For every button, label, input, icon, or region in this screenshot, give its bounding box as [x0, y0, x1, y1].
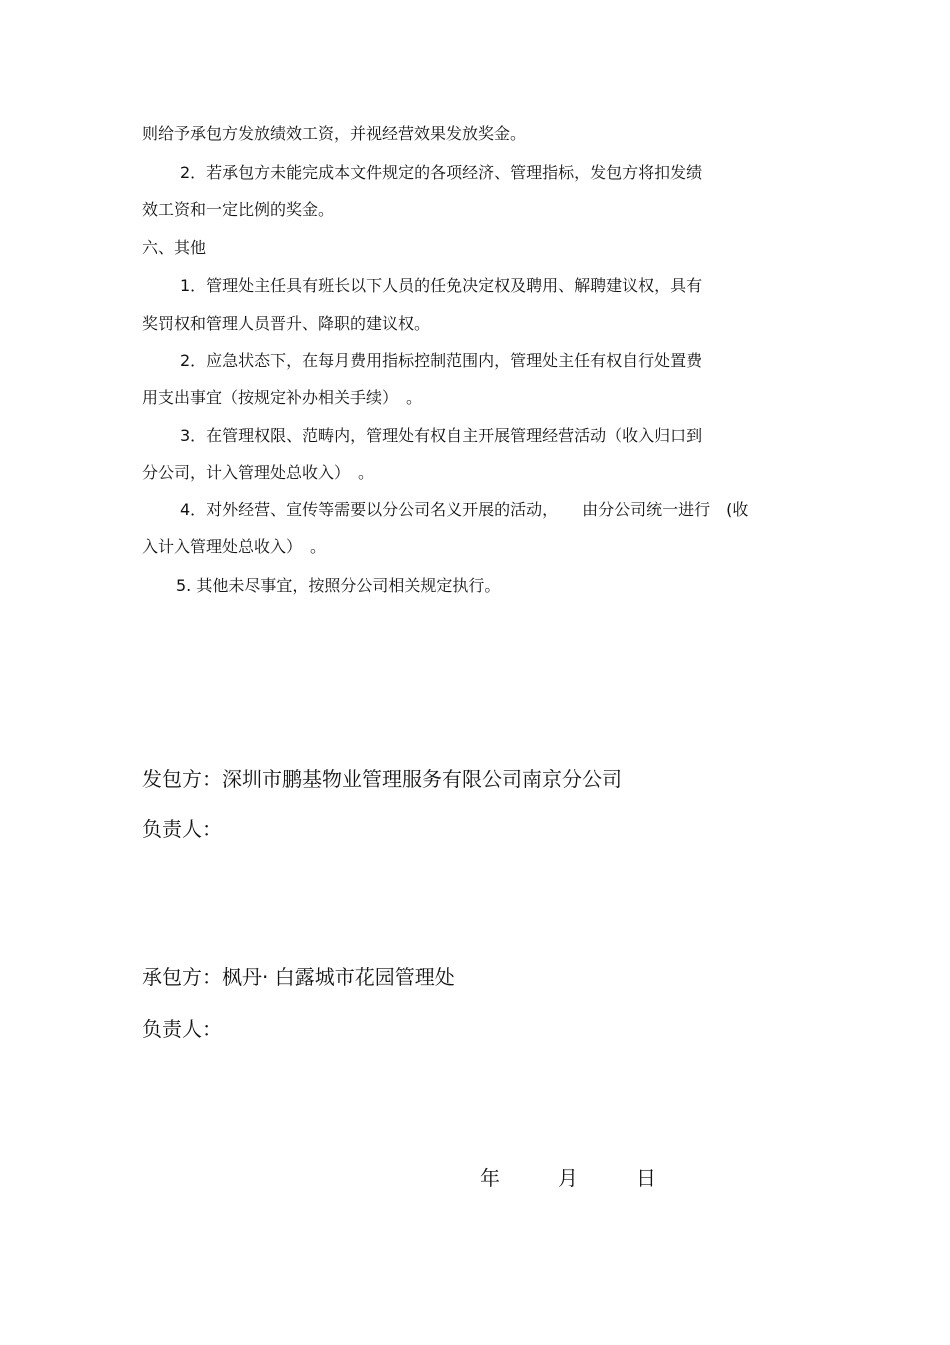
clause-5-line: 5. 其他未尽事宜，按照分公司相关规定执行。	[176, 576, 501, 595]
paragraph-line: 则给予承包方发放绩效工资，并视经营效果发放奖金。	[142, 124, 527, 143]
clause-4-line-2: 入计入管理处总收入） 。	[142, 537, 327, 556]
clause-2-line-1: 2．若承包方未能完成本文件规定的各项经济、管理指标，发包方将扣发绩	[180, 163, 703, 182]
clause-2b-line-1: 2．应急状态下，在每月费用指标控制范围内，管理处主任有权自行处置费	[180, 351, 703, 370]
party-b-name: 承包方：枫丹· 白露城市花园管理处	[142, 965, 455, 989]
clause-3-line-1: 3．在管理权限、范畴内，管理处有权自主开展管理经营活动（收入归口到	[180, 426, 703, 445]
clause-1-line-2: 奖罚权和管理人员晋升、降职的建议权。	[142, 314, 431, 333]
clause-4-line-1: 4．对外经营、宣传等需要以分公司名义开展的活动， 由分公司统一进行 (收	[180, 500, 749, 519]
date-month-label: 月	[558, 1166, 578, 1190]
clause-2-line-2: 效工资和一定比例的奖金。	[142, 200, 335, 219]
date-year-label: 年	[480, 1166, 500, 1190]
clause-2b-line-2: 用支出事宜（按规定补办相关手续） 。	[142, 388, 423, 407]
section-heading-other: 六、其他	[142, 238, 207, 257]
clause-1-line-1: 1．管理处主任具有班长以下人员的任免决定权及聘用、解聘建议权，具有	[180, 276, 703, 295]
party-a-name: 发包方：深圳市鹏基物业管理服务有限公司南京分公司	[142, 767, 622, 791]
party-b-representative: 负责人：	[142, 1017, 222, 1041]
date-day-label: 日	[636, 1166, 656, 1190]
party-a-representative: 负责人：	[142, 817, 222, 841]
clause-3-line-2: 分公司，计入管理处总收入） 。	[142, 463, 375, 482]
